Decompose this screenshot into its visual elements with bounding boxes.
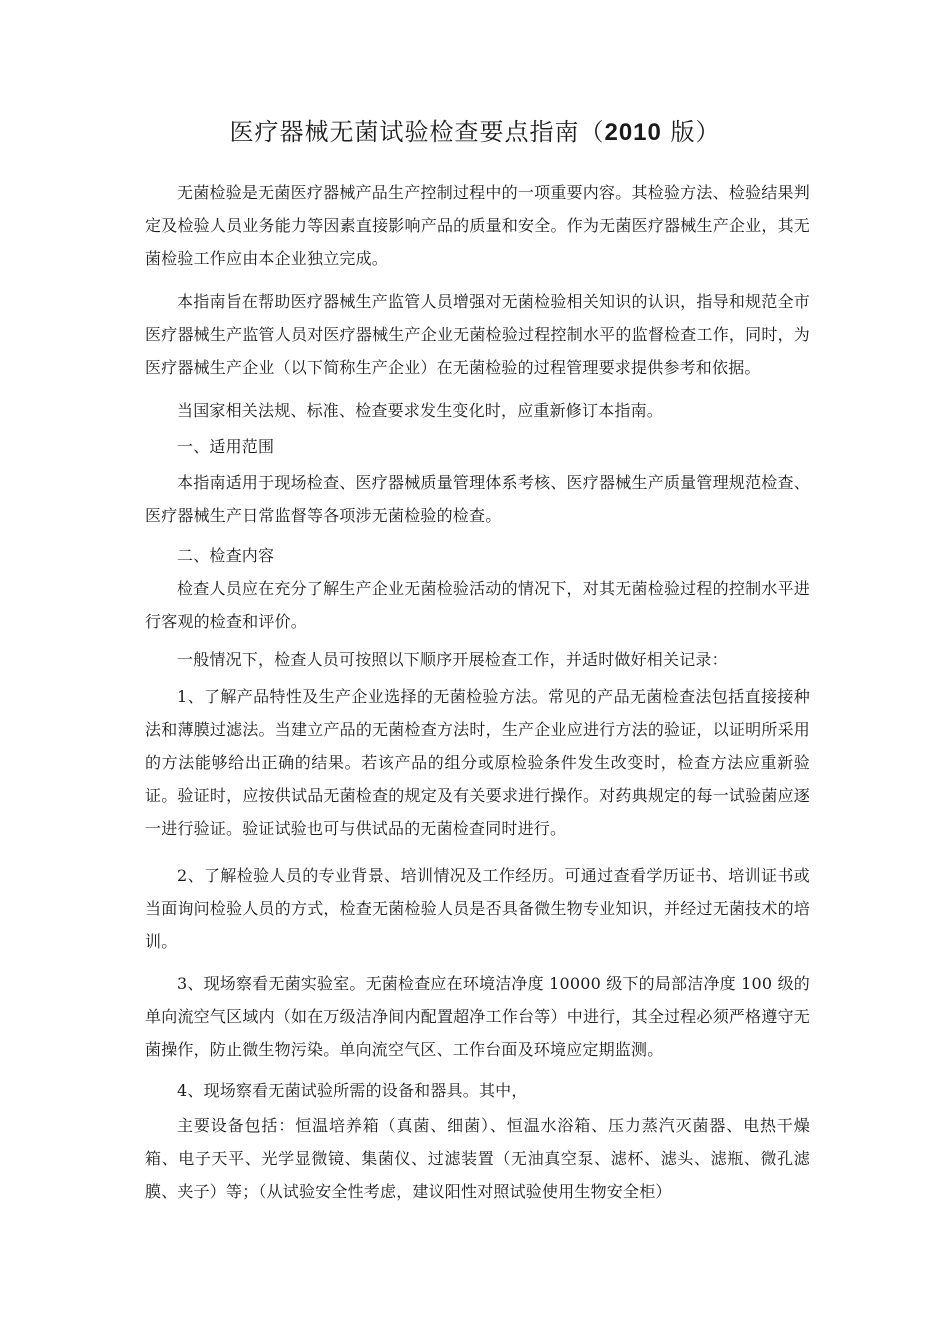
list-item-4: 4、现场察看无菌试验所需的设备和器具。其中，: [177, 1081, 528, 1100]
section-heading-content: 二、检查内容: [177, 546, 275, 565]
section-heading-scope: 一、适用范围: [177, 437, 275, 456]
paragraph-purpose: 本指南旨在帮助医疗器械生产监管人员增强对无菌检验相关知识的认识，指导和规范全市医疗器械生产监管人员对医疗器械生产企业无菌检验过程控制水平的监督检查工作，同时，为医疗器械生产企业（以下简称生产企业）在无菌检验的过程管理要求提供参考和依据。: [145, 292, 810, 377]
list-item-2: 2、了解检验人员的专业背景、培训情况及工作经历。可通过查看学历证书、培训证书或当面询问检验人员的方式，检查无菌检验人员是否具备微生物专业知识，并经过无菌技术的培训。: [145, 866, 810, 951]
document-title: [0, 114, 950, 151]
list-item-1: 1、了解产品特性及生产企业选择的无菌检验方法。常见的产品无菌检查法包括直接接种法和薄膜过滤法。当建立产品的无菌检查方法时，生产企业应进行方法的验证，以证明所采用的方法能够给出正确的结果。若该产品的组分或原检验条件发生改变时，检查方法应重新验证。验证时，应按供试品无菌检查的规定及有关要求进行操作。对药典规定的每一试验菌应逐一进行验证。验证试验也可与供试品的无菌检查同时进行。: [145, 687, 810, 838]
paragraph-content: 检查人员应在充分了解生产企业无菌检验活动的情况下，对其无菌检验过程的控制水平进行客观的检查和评价。: [145, 579, 810, 631]
title-year: 2010: [604, 119, 662, 146]
title-tail: 版）: [661, 118, 721, 146]
paragraph-intro: 无菌检验是无菌医疗器械产品生产控制过程中的一项重要内容。其检验方法、检验结果判定及检验人员业务能力等因素直接影响产品的质量和安全。作为无菌医疗器械生产企业，其无菌检验工作应由本企业独立完成。: [145, 183, 810, 268]
title-main: 医疗器械无菌试验检查要点指南（: [229, 118, 605, 146]
list-item-3: 3、现场察看无菌实验室。无菌检查应在环境洁净度 10000 级下的局部洁净度 100 级的单向流空气区域内（如在万级洁净间内配置超净工作台等）中进行，其全过程必须严格遵守无菌操作，防止微生物污染。单向流空气区、工作台面及环境应定期监测。: [145, 974, 810, 1059]
paragraph-scope: 本指南适用于现场检查、医疗器械质量管理体系考核、医疗器械生产质量管理规范检查、医疗器械生产日常监督等各项涉无菌检验的检查。: [145, 473, 810, 525]
paragraph-order: 一般情况下，检查人员可按照以下顺序开展检查工作，并适时做好相关记录：: [177, 650, 728, 669]
paragraph-revision: 当国家相关法规、标准、检查要求发生变化时，应重新修订本指南。: [177, 401, 664, 420]
paragraph-equipment: 主要设备包括：恒温培养箱（真菌、细菌）、恒温水浴箱、压力蒸汽灭菌器、电热干燥箱、电子天平、光学显微镜、集菌仪、过滤装置（无油真空泵、滤杯、滤头、滤瓶、微孔滤膜、夹子）等；（从试验安全性考虑，建议阳性对照试验使用生物安全柜）: [145, 1116, 810, 1201]
